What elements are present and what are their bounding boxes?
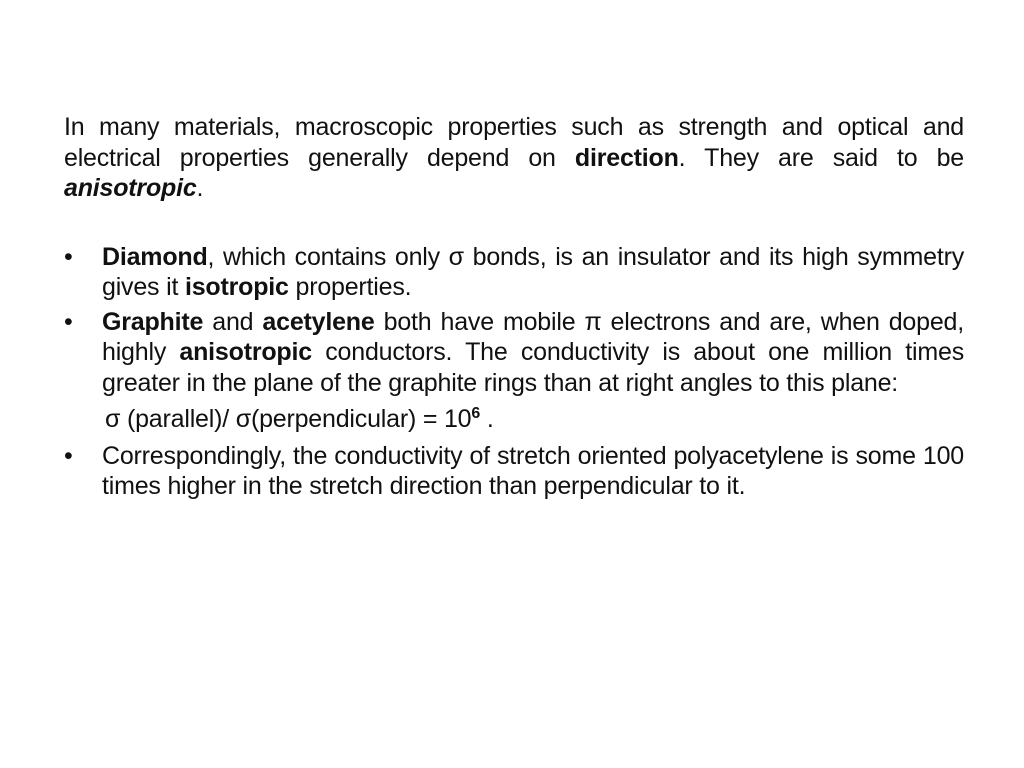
bullet-list: [64, 242, 964, 502]
bullet-marker: •: [64, 242, 73, 271]
bullet-text: Correspondingly, the conductivity of stretch oriented polyacetylene is some 100 times higher in the stretch direction than perpendicular to it.: [102, 441, 964, 500]
intro-paragraph: [64, 112, 964, 204]
slide-content: [64, 112, 964, 506]
intro-text-2: . They are said to be: [678, 143, 964, 172]
bullet-marker: •: [64, 441, 73, 470]
intro-bold-direction: direction: [574, 143, 679, 172]
formula-text: σ (parallel)/ σ(perpendicular) = 10: [105, 405, 472, 433]
intro-bold-italic-anisotropic: anisotropic: [64, 174, 197, 202]
bullet-item-graphite: [64, 307, 964, 399]
formula-tail: .: [480, 405, 494, 433]
bullet-bold: isotropic: [184, 273, 289, 301]
conductivity-formula: [64, 404, 964, 435]
bullet-item-diamond: [64, 242, 964, 303]
intro-text-1: In many materials, macroscopic properties such as strength and optical and electrical properties generally depend on: [64, 113, 964, 172]
bullet-bold: acetylene: [262, 307, 375, 336]
bullet-bold: anisotropic: [179, 338, 312, 366]
formula-exponent: 6: [471, 405, 481, 422]
bullet-bold: Graphite: [102, 307, 204, 336]
bullet-text: and: [203, 307, 263, 336]
bullet-text: properties.: [288, 273, 412, 301]
bullet-marker: •: [64, 307, 73, 336]
bullet-text: conductors. The conductivity is about one million times greater in the plane of the graphite rings than at right angles to this plane:: [102, 338, 964, 397]
bullet-bold: Diamond: [102, 242, 208, 271]
bullet-text: , which contains only σ bonds, is an insulator and its high symmetry gives it: [102, 242, 964, 301]
bullet-text: both have mobile π electrons and are, when doped, highly: [102, 307, 964, 366]
bullet-item-polyacetylene: [64, 441, 964, 502]
intro-text-3: .: [196, 174, 204, 202]
